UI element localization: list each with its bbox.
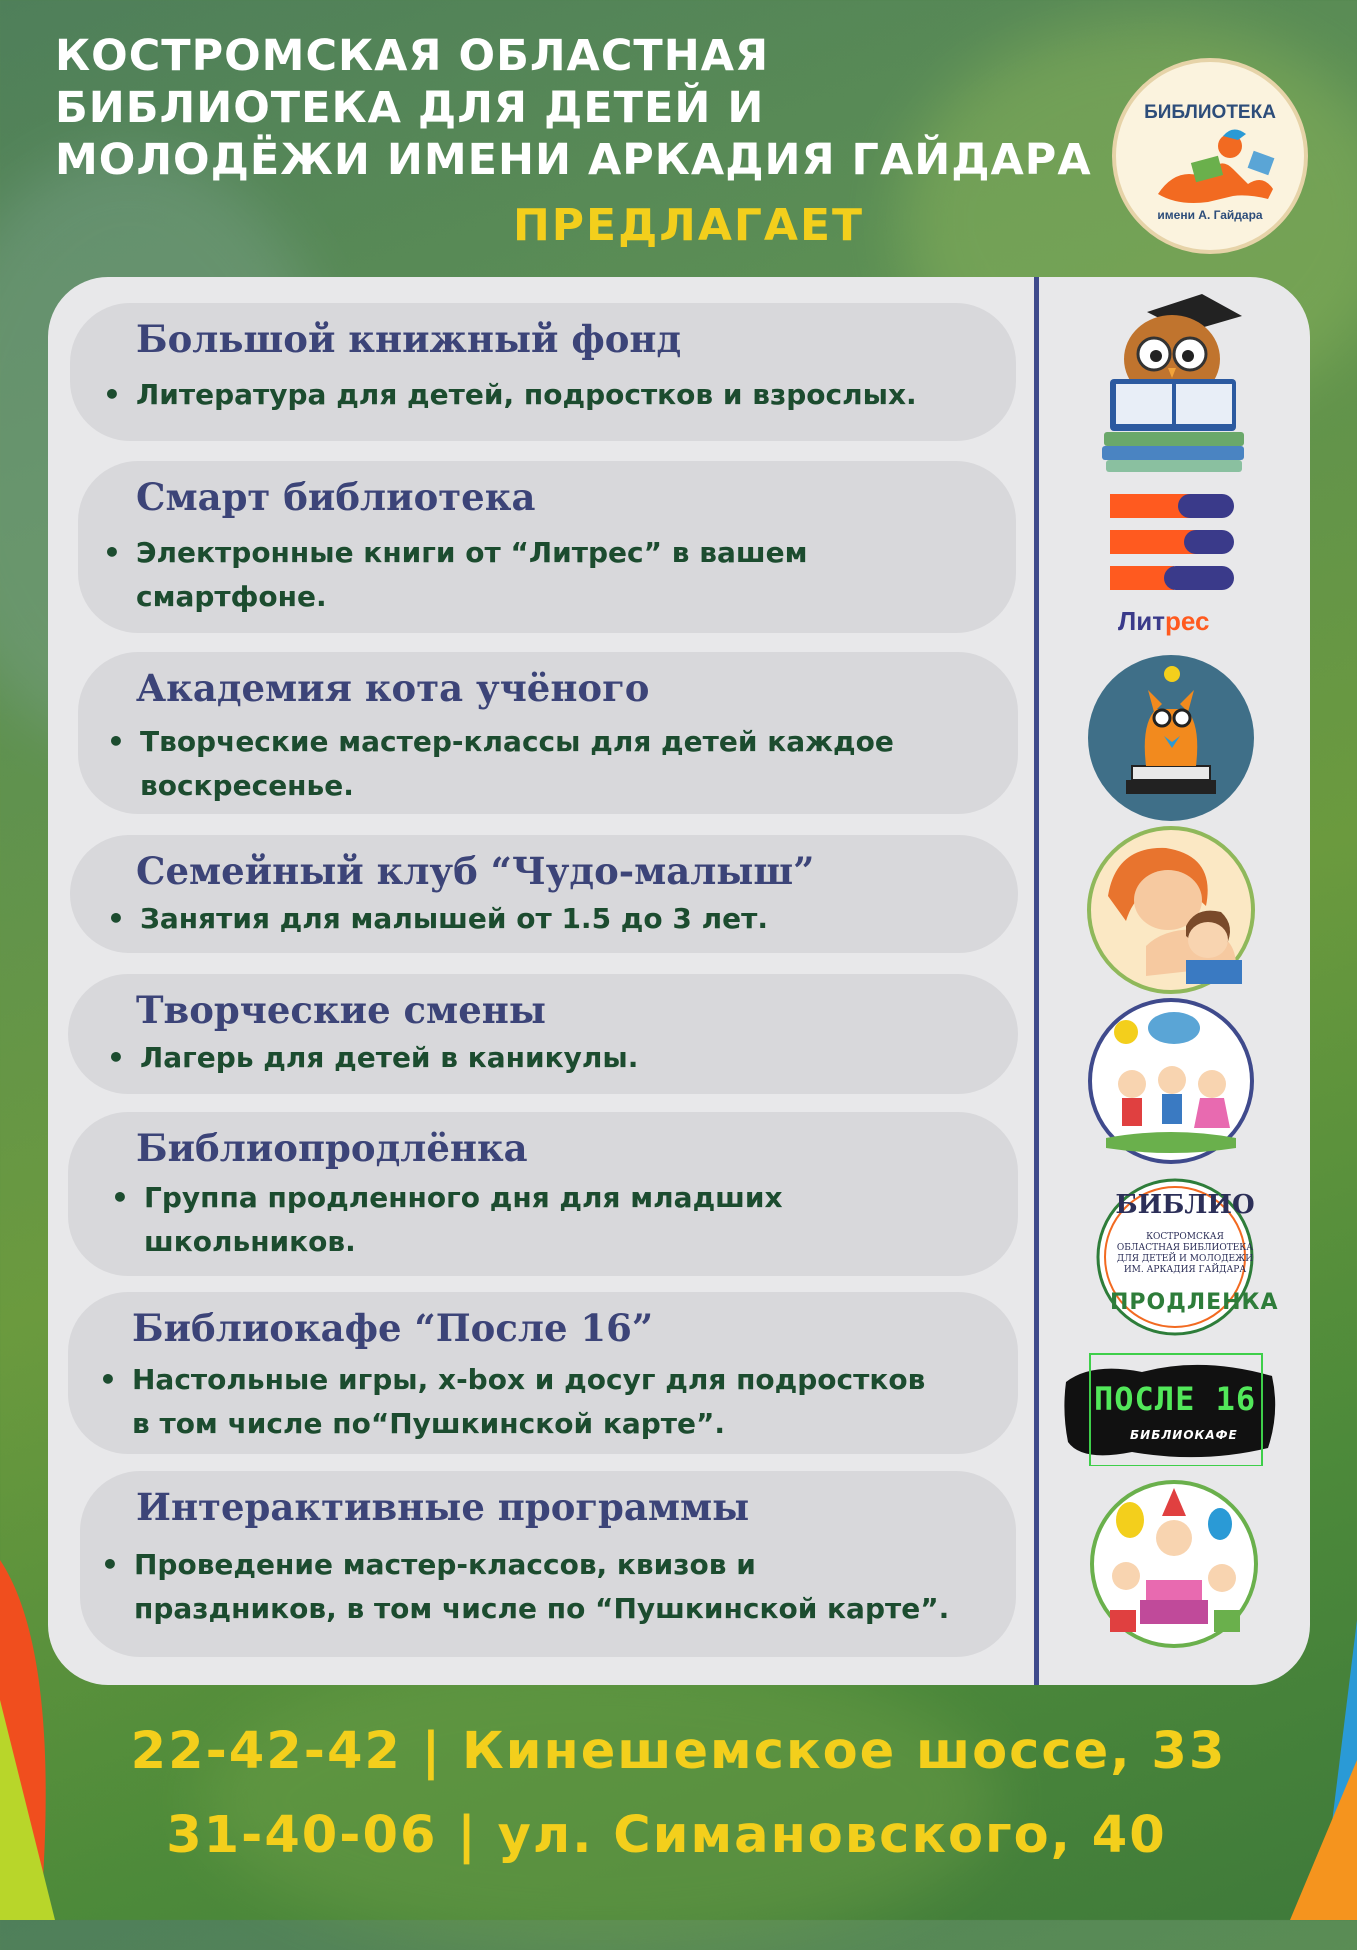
posle16-subtext: БИБЛИОКАФЕ: [1130, 1428, 1238, 1442]
card-title: Академия кота учёного: [136, 666, 650, 710]
card-text: [107, 897, 768, 941]
card-text: [101, 1543, 950, 1631]
card-text-line: праздников, в том числе по “Пушкинской карте”.: [134, 1592, 950, 1625]
litres-label: [1118, 606, 1209, 637]
biblio-logo-title: БИБЛИО: [1115, 1190, 1255, 1220]
scholar-cat-icon: [1086, 654, 1256, 822]
card-text-line: Проведение мастер-классов, квизов и: [134, 1548, 756, 1581]
service-card-biblio-cafe: [68, 1292, 1018, 1454]
library-logo: [1112, 58, 1308, 254]
bullet-icon: •: [99, 1363, 117, 1396]
service-card-after-school: [68, 1112, 1018, 1276]
bullet-icon: •: [103, 536, 121, 569]
biblio-logo-line: ИМ. АРКАДИЯ ГАЙДАРА: [1123, 1265, 1247, 1275]
background-blob: [200, 1650, 1000, 1950]
card-text: [111, 1176, 783, 1264]
card-title: Большой книжный фонд: [136, 317, 682, 361]
biblio-logo-line: ОБЛАСТНАЯ БИБЛИОТЕКА: [1116, 1243, 1254, 1253]
card-text: [103, 373, 917, 417]
footer-contact-1: 22-42-42 | Кинешемское шоссе, 33: [130, 1722, 1227, 1781]
page-subtitle: ПРЕДЛАГАЕТ: [512, 200, 865, 251]
bullet-icon: •: [107, 1041, 125, 1074]
card-text-line: школьников.: [144, 1225, 356, 1258]
card-text: [107, 1036, 639, 1080]
card-title: Смарт библиотека: [136, 475, 536, 519]
card-text-line: смартфоне.: [136, 580, 327, 613]
litres-logo-icon: [1108, 492, 1238, 600]
page-title: [55, 30, 1092, 186]
card-title: Интерактивные программы: [136, 1485, 750, 1529]
card-text: [103, 531, 808, 619]
bullet-icon: •: [111, 1181, 129, 1214]
posle16-text: ПОСЛЕ 16: [1094, 1380, 1257, 1418]
card-text: [107, 720, 894, 808]
biblio-logo-line: ДЛЯ ДЕТЕЙ И МОЛОДЕЖИ: [1116, 1254, 1254, 1264]
biblio-logo-bottom: ПРОДЛЕНКА: [1110, 1290, 1279, 1315]
card-title: Творческие смены: [136, 988, 546, 1032]
bullet-icon: •: [103, 378, 121, 411]
service-card-smart-library: [78, 461, 1016, 633]
service-card-family-club: [70, 835, 1018, 953]
biblio-logo-line: КОСТРОМСКАЯ: [1146, 1232, 1224, 1242]
mother-child-icon: [1086, 826, 1256, 994]
title-line: КОСТРОМСКАЯ ОБЛАСТНАЯ: [55, 31, 770, 81]
card-text-line: Настольные игры, x-box и досуг для подростков: [132, 1363, 926, 1396]
biblio-logo-subtitle: [1112, 1232, 1258, 1276]
card-title: Библиокафе “После 16”: [132, 1306, 654, 1350]
title-line: БИБЛИОТЕКА ДЛЯ ДЕТЕЙ И: [55, 83, 765, 133]
card-text-line: Занятия для малышей от 1.5 до 3 лет.: [140, 902, 768, 935]
litres-label-accent: рес: [1164, 606, 1210, 636]
card-text-line: в том числе по“Пушкинской карте”.: [132, 1407, 726, 1440]
service-card-interactive: [80, 1471, 1016, 1657]
card-text-line: Электронные книги от “Литрес” в вашем: [136, 536, 808, 569]
logo-top-text: БИБЛИОТЕКА: [1144, 102, 1276, 123]
service-card-creative-shifts: [68, 974, 1018, 1094]
reading-child-icon: [1138, 124, 1288, 209]
owl-reading-icon: [1092, 284, 1248, 474]
bullet-icon: •: [107, 902, 125, 935]
kids-camp-icon: [1086, 998, 1256, 1164]
card-text-line: Творческие мастер-классы для детей каждое: [140, 725, 894, 758]
card-text-line: Лагерь для детей в каникулы.: [140, 1041, 639, 1074]
card-text: [99, 1358, 926, 1446]
card-text-line: Группа продленного дня для младших: [144, 1181, 783, 1214]
service-card-book-fund: [70, 303, 1016, 441]
title-line: МОЛОДЁЖИ ИМЕНИ АРКАДИЯ ГАЙДАРА: [55, 135, 1092, 185]
card-title: Семейный клуб “Чудо-малыш”: [136, 849, 815, 893]
footer-contact-2: 31-40-06 | ул. Симановского, 40: [166, 1806, 1167, 1865]
bullet-icon: •: [101, 1548, 119, 1581]
card-title: Библиопродлёнка: [136, 1126, 528, 1170]
card-text-line: воскресенье.: [140, 769, 354, 802]
litres-label-part: Лит: [1118, 606, 1165, 636]
logo-bottom-text: имени А. Гайдара: [1157, 208, 1263, 222]
party-kids-icon: [1090, 1480, 1258, 1648]
service-card-cat-academy: [78, 652, 1018, 814]
panel-divider: [1034, 277, 1039, 1685]
bullet-icon: •: [107, 725, 125, 758]
card-text-line: Литература для детей, подростков и взрослых.: [136, 378, 917, 411]
